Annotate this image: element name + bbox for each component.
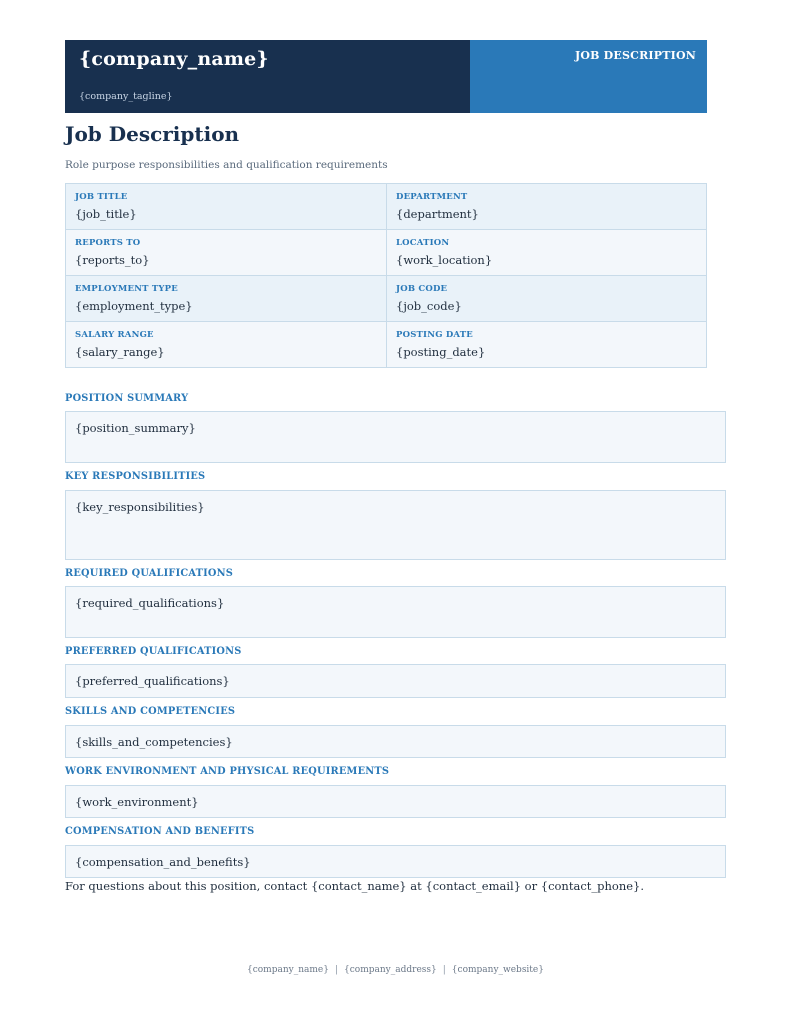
employment-type-label: EMPLOYMENT TYPE — [75, 284, 178, 294]
preferred-qualifications-box — [65, 664, 726, 698]
footer-company-address: {company_address} — [344, 965, 437, 975]
position-summary-heading: POSITION SUMMARY — [65, 393, 189, 404]
document-header — [65, 40, 707, 113]
posting-date-value: {posting_date} — [396, 345, 486, 359]
header-brand-panel — [65, 40, 470, 113]
reports-to-value: {reports_to} — [75, 253, 150, 267]
info-row — [66, 322, 706, 367]
key-responsibilities-heading: KEY RESPONSIBILITIES — [65, 471, 206, 482]
footer-separator: | — [334, 965, 339, 975]
info-row — [66, 230, 706, 276]
department-value: {department} — [396, 207, 479, 221]
salary-range-label: SALARY RANGE — [75, 330, 154, 340]
compensation-heading: COMPENSATION AND BENEFITS — [65, 826, 255, 837]
posting-date-label: POSTING DATE — [396, 330, 473, 340]
skills-text: {skills_and_competencies} — [75, 735, 233, 749]
salary-range-value: {salary_range} — [75, 345, 165, 359]
job-code-cell — [387, 276, 706, 321]
company-tagline: {company_tagline} — [79, 91, 173, 102]
required-qualifications-heading: REQUIRED QUALIFICATIONS — [65, 568, 234, 579]
job-code-value: {job_code} — [396, 299, 462, 313]
location-label: LOCATION — [396, 238, 450, 248]
info-row — [66, 184, 706, 230]
job-title-cell — [66, 184, 387, 229]
key-responsibilities-text: {key_responsibilities} — [75, 500, 205, 514]
reports-to-label: REPORTS TO — [75, 238, 141, 248]
required-qualifications-text: {required_qualifications} — [75, 596, 225, 610]
footer-company-website: {company_website} — [451, 965, 544, 975]
company-name: {company_name} — [79, 48, 269, 70]
compensation-text: {compensation_and_benefits} — [75, 855, 251, 869]
position-summary-text: {position_summary} — [75, 421, 196, 435]
page-subtitle: Role purpose responsibilities and qualification requirements — [65, 159, 388, 171]
page-title: Job Description — [65, 122, 240, 146]
contact-line: For questions about this position, contact {contact_name} at {contact_email} or {contact_phone}. — [65, 879, 645, 893]
document-type-label: JOB DESCRIPTION — [574, 49, 696, 62]
footer-separator: | — [442, 965, 446, 975]
preferred-qualifications-heading: PREFERRED QUALIFICATIONS — [65, 646, 242, 657]
required-qualifications-box — [65, 586, 726, 638]
job-title-value: {job_title} — [75, 207, 137, 221]
job-title-label: JOB TITLE — [75, 192, 128, 202]
department-cell — [387, 184, 706, 229]
location-cell — [387, 230, 706, 275]
work-environment-text: {work_environment} — [75, 795, 199, 809]
info-row — [66, 276, 706, 322]
footer-company-name: {company_name} — [247, 965, 329, 975]
salary-range-cell — [66, 322, 387, 367]
work-environment-box — [65, 785, 726, 818]
job-info-table — [65, 183, 707, 368]
posting-date-cell — [387, 322, 706, 367]
employment-type-cell — [66, 276, 387, 321]
skills-heading: SKILLS AND COMPETENCIES — [65, 706, 236, 717]
header-label-panel — [470, 40, 707, 113]
key-responsibilities-box — [65, 490, 726, 560]
job-code-label: JOB CODE — [396, 284, 448, 294]
department-label: DEPARTMENT — [396, 192, 468, 202]
location-value: {work_location} — [396, 253, 493, 267]
reports-to-cell — [66, 230, 387, 275]
work-environment-heading: WORK ENVIRONMENT AND PHYSICAL REQUIREMENTS — [65, 766, 390, 777]
skills-box — [65, 725, 726, 758]
position-summary-box — [65, 411, 726, 463]
page-footer — [0, 965, 791, 975]
employment-type-value: {employment_type} — [75, 299, 193, 313]
preferred-qualifications-text: {preferred_qualifications} — [75, 674, 230, 688]
compensation-box — [65, 845, 726, 878]
